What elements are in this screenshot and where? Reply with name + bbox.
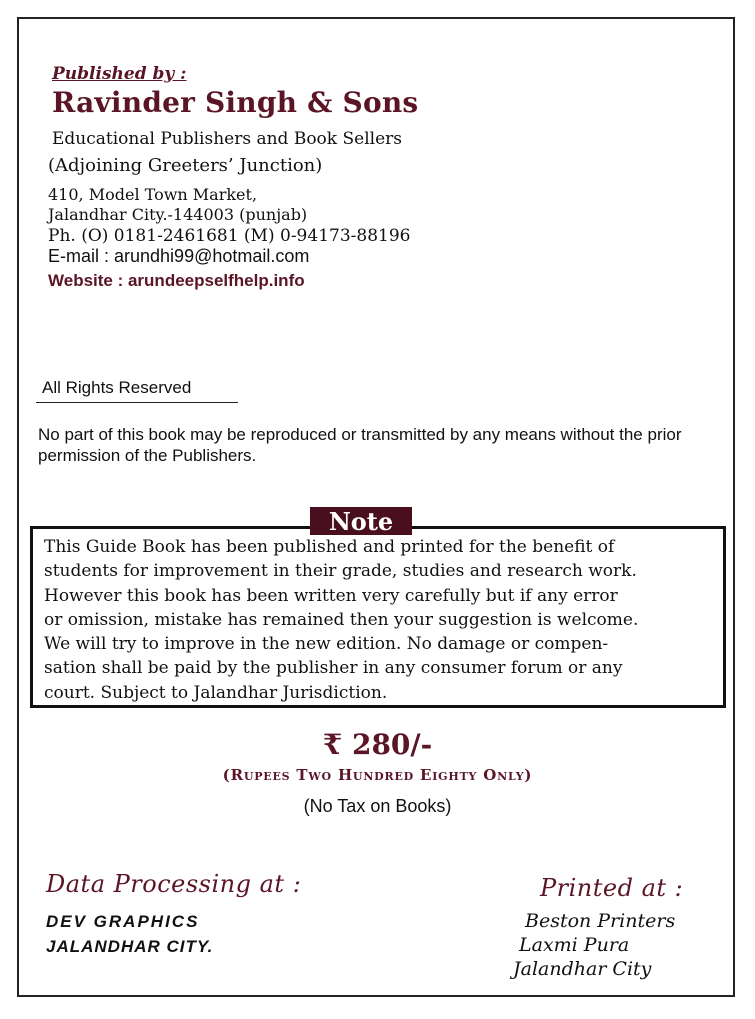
note-line: However this book has been written very carefully but if any error — [44, 585, 618, 606]
publisher-name: Ravinder Singh & Sons — [52, 86, 419, 119]
address-line-2: Jalandhar City.-144003 (punjab) — [48, 205, 308, 224]
note-line: students for improvement in their grade, studies and research work. — [44, 561, 637, 582]
note-line: This Guide Book has been published and printed for the benefit of — [44, 537, 615, 557]
publisher-landmark: (Adjoining Greeters’ Junction) — [48, 155, 323, 176]
phone-numbers: Ph. (O) 0181-2461681 (M) 0-94173-88196 — [48, 226, 411, 246]
printer-locality: Laxmi Pura — [519, 934, 630, 956]
note-line: court. Subject to Jalandhar Jurisdiction. — [44, 682, 388, 703]
note-text — [44, 535, 716, 705]
printer-city: Jalandhar City — [513, 958, 652, 980]
note-title: Note — [310, 507, 412, 535]
note-line: or omission, mistake has remained then your suggestion is welcome. — [44, 609, 639, 630]
copyright-disclaimer: No part of this book may be reproduced or transmitted by any means without the prior permission of the Publishers. — [38, 425, 682, 465]
printer-name: Beston Printers — [525, 910, 676, 932]
published-by-label: Published by : — [52, 64, 187, 84]
price-in-words: (Rupees Two Hundred Eighty Only) — [222, 766, 533, 784]
printed-at-label: Printed at : — [540, 874, 684, 902]
rights-heading: All Rights Reserved — [42, 378, 192, 397]
rights-underline — [36, 402, 238, 403]
note-line: We will try to improve in the new edition. No damage or compen- — [44, 634, 609, 655]
note-line: sation shall be paid by the publisher in any consumer forum or any — [44, 658, 623, 679]
publisher-description: Educational Publishers and Book Sellers — [52, 129, 402, 149]
data-processing-name: DEV GRAPHICS — [46, 912, 200, 931]
data-processing-label: Data Processing at : — [46, 870, 302, 898]
address-line-1: 410, Model Town Market, — [48, 185, 258, 204]
email-address: E-mail : arundhi99@hotmail.com — [48, 246, 310, 266]
website-link: Website : arundeepselfhelp.info — [48, 271, 305, 290]
price-amount: ₹ 280/- — [322, 728, 433, 761]
data-processing-city: JALANDHAR CITY. — [46, 937, 214, 956]
tax-note: (No Tax on Books) — [303, 796, 452, 816]
